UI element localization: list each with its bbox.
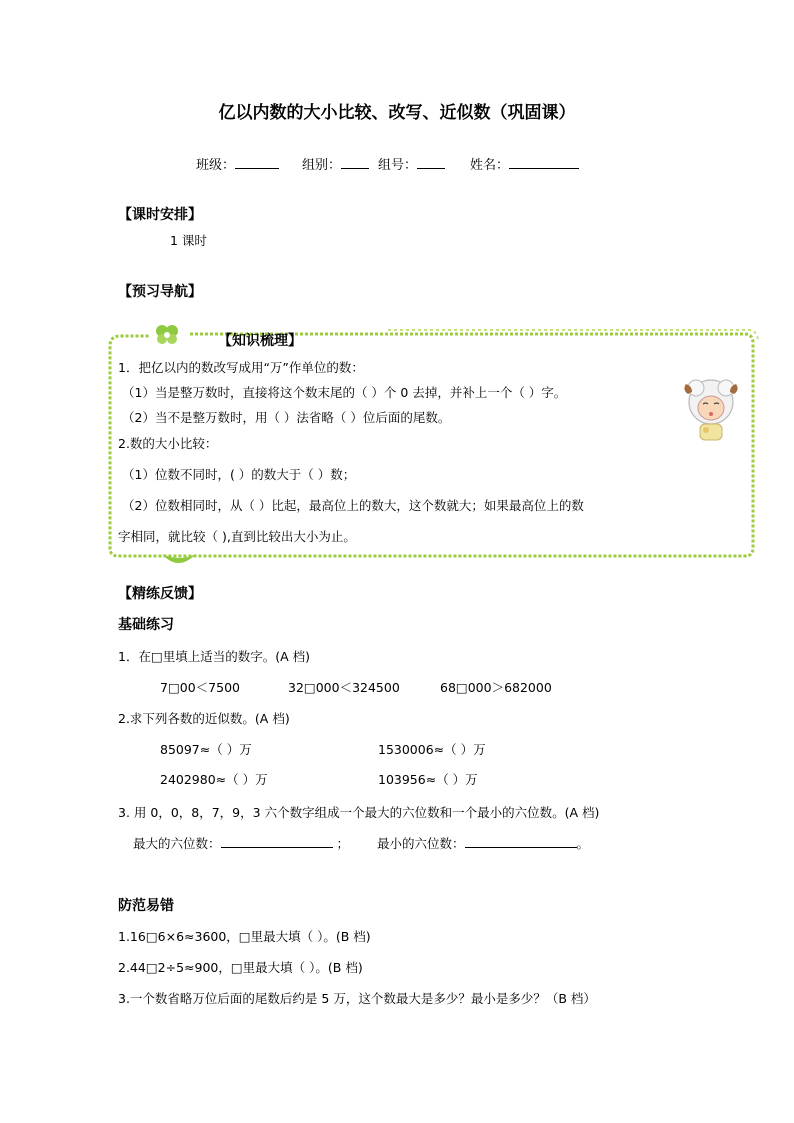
q2-item-3: 2402980≈（ ）万 [160, 772, 268, 787]
q3-separator: ； [336, 836, 350, 851]
q1-item-1: 7□00＜7500 [160, 680, 240, 695]
knowledge-line-7: 字相同，就比较（ ),直到比较出大小为止。 [118, 529, 356, 544]
sprout-icon [160, 550, 200, 572]
name-label: 姓名： [470, 158, 510, 173]
sheep-mascot-icon [682, 372, 740, 446]
q2-item-4: 103956≈（ ）万 [378, 772, 478, 787]
schedule-heading: 【课时安排】 [118, 207, 202, 223]
page-title: 亿以内数的大小比较、改写、近似数（巩固课） [218, 103, 576, 123]
q2-text: 2.求下列各数的近似数。(A 档) [118, 711, 290, 726]
q3-min-blank[interactable] [465, 835, 577, 848]
knowledge-line-6: （2）位数相同时，从（ ）比起，最高位上的数大，这个数就大；如果最高位上的数 [122, 498, 584, 513]
knowledge-line-1: 1．把亿以内的数改写成用“万”作单位的数： [118, 360, 364, 375]
q1-text: 1．在□里填上适当的数字。(A 档) [118, 649, 311, 664]
q3-answer-row [133, 834, 589, 852]
q3-max-blank[interactable] [221, 835, 333, 848]
clover-icon [150, 322, 186, 346]
knowledge-line-5: （1）位数不同时，( ）的数大于（ ）数； [122, 467, 356, 482]
group-label: 组别： [302, 158, 342, 173]
q3-min-label: 最小的六位数： [377, 836, 465, 851]
schedule-content: 1 课时 [170, 233, 207, 248]
knowledge-line-2: （1）当是整万数时，直接将这个数末尾的（ ）个 0 去掉，并补上一个（ ）字。 [122, 385, 567, 400]
q2-item-2: 1530006≈（ ）万 [378, 742, 486, 757]
q3-max-label: 最大的六位数： [133, 836, 221, 851]
q2-item-1: 85097≈（ ）万 [160, 742, 252, 757]
preview-heading: 【预习导航】 [118, 284, 202, 300]
practice-heading: 【精练反馈】 [118, 586, 202, 602]
q3-text: 3. 用 0，0，8，7，9，3 六个数字组成一个最大的六位数和一个最小的六位数。(A 档) [118, 805, 600, 820]
errors-item-1: 1.16□6×6≈3600，□里最大填（ ）。(B 档) [118, 929, 371, 944]
knowledge-line-4: 2.数的大小比较： [118, 436, 218, 451]
errors-heading: 防范易错 [118, 898, 174, 914]
knowledge-line-3: （2）当不是整万数时，用（ ）法省略（ ）位后面的尾数。 [122, 410, 451, 425]
basic-practice-heading: 基础练习 [118, 617, 174, 633]
class-label: 班级： [196, 158, 236, 173]
errors-item-2: 2.44□2÷5≈900，□里最大填（ ）。(B 档) [118, 960, 363, 975]
q1-item-3: 68□000＞682000 [440, 680, 552, 695]
q3-end: 。 [576, 836, 590, 851]
number-label: 组号： [378, 158, 418, 173]
knowledge-heading: 【知识梳理】 [218, 333, 302, 349]
errors-item-3: 3.一个数省略万位后面的尾数后约是 5 万，这个数最大是多少？最小是多少？（B 档） [118, 991, 596, 1006]
q1-item-2: 32□000＜324500 [288, 680, 400, 695]
